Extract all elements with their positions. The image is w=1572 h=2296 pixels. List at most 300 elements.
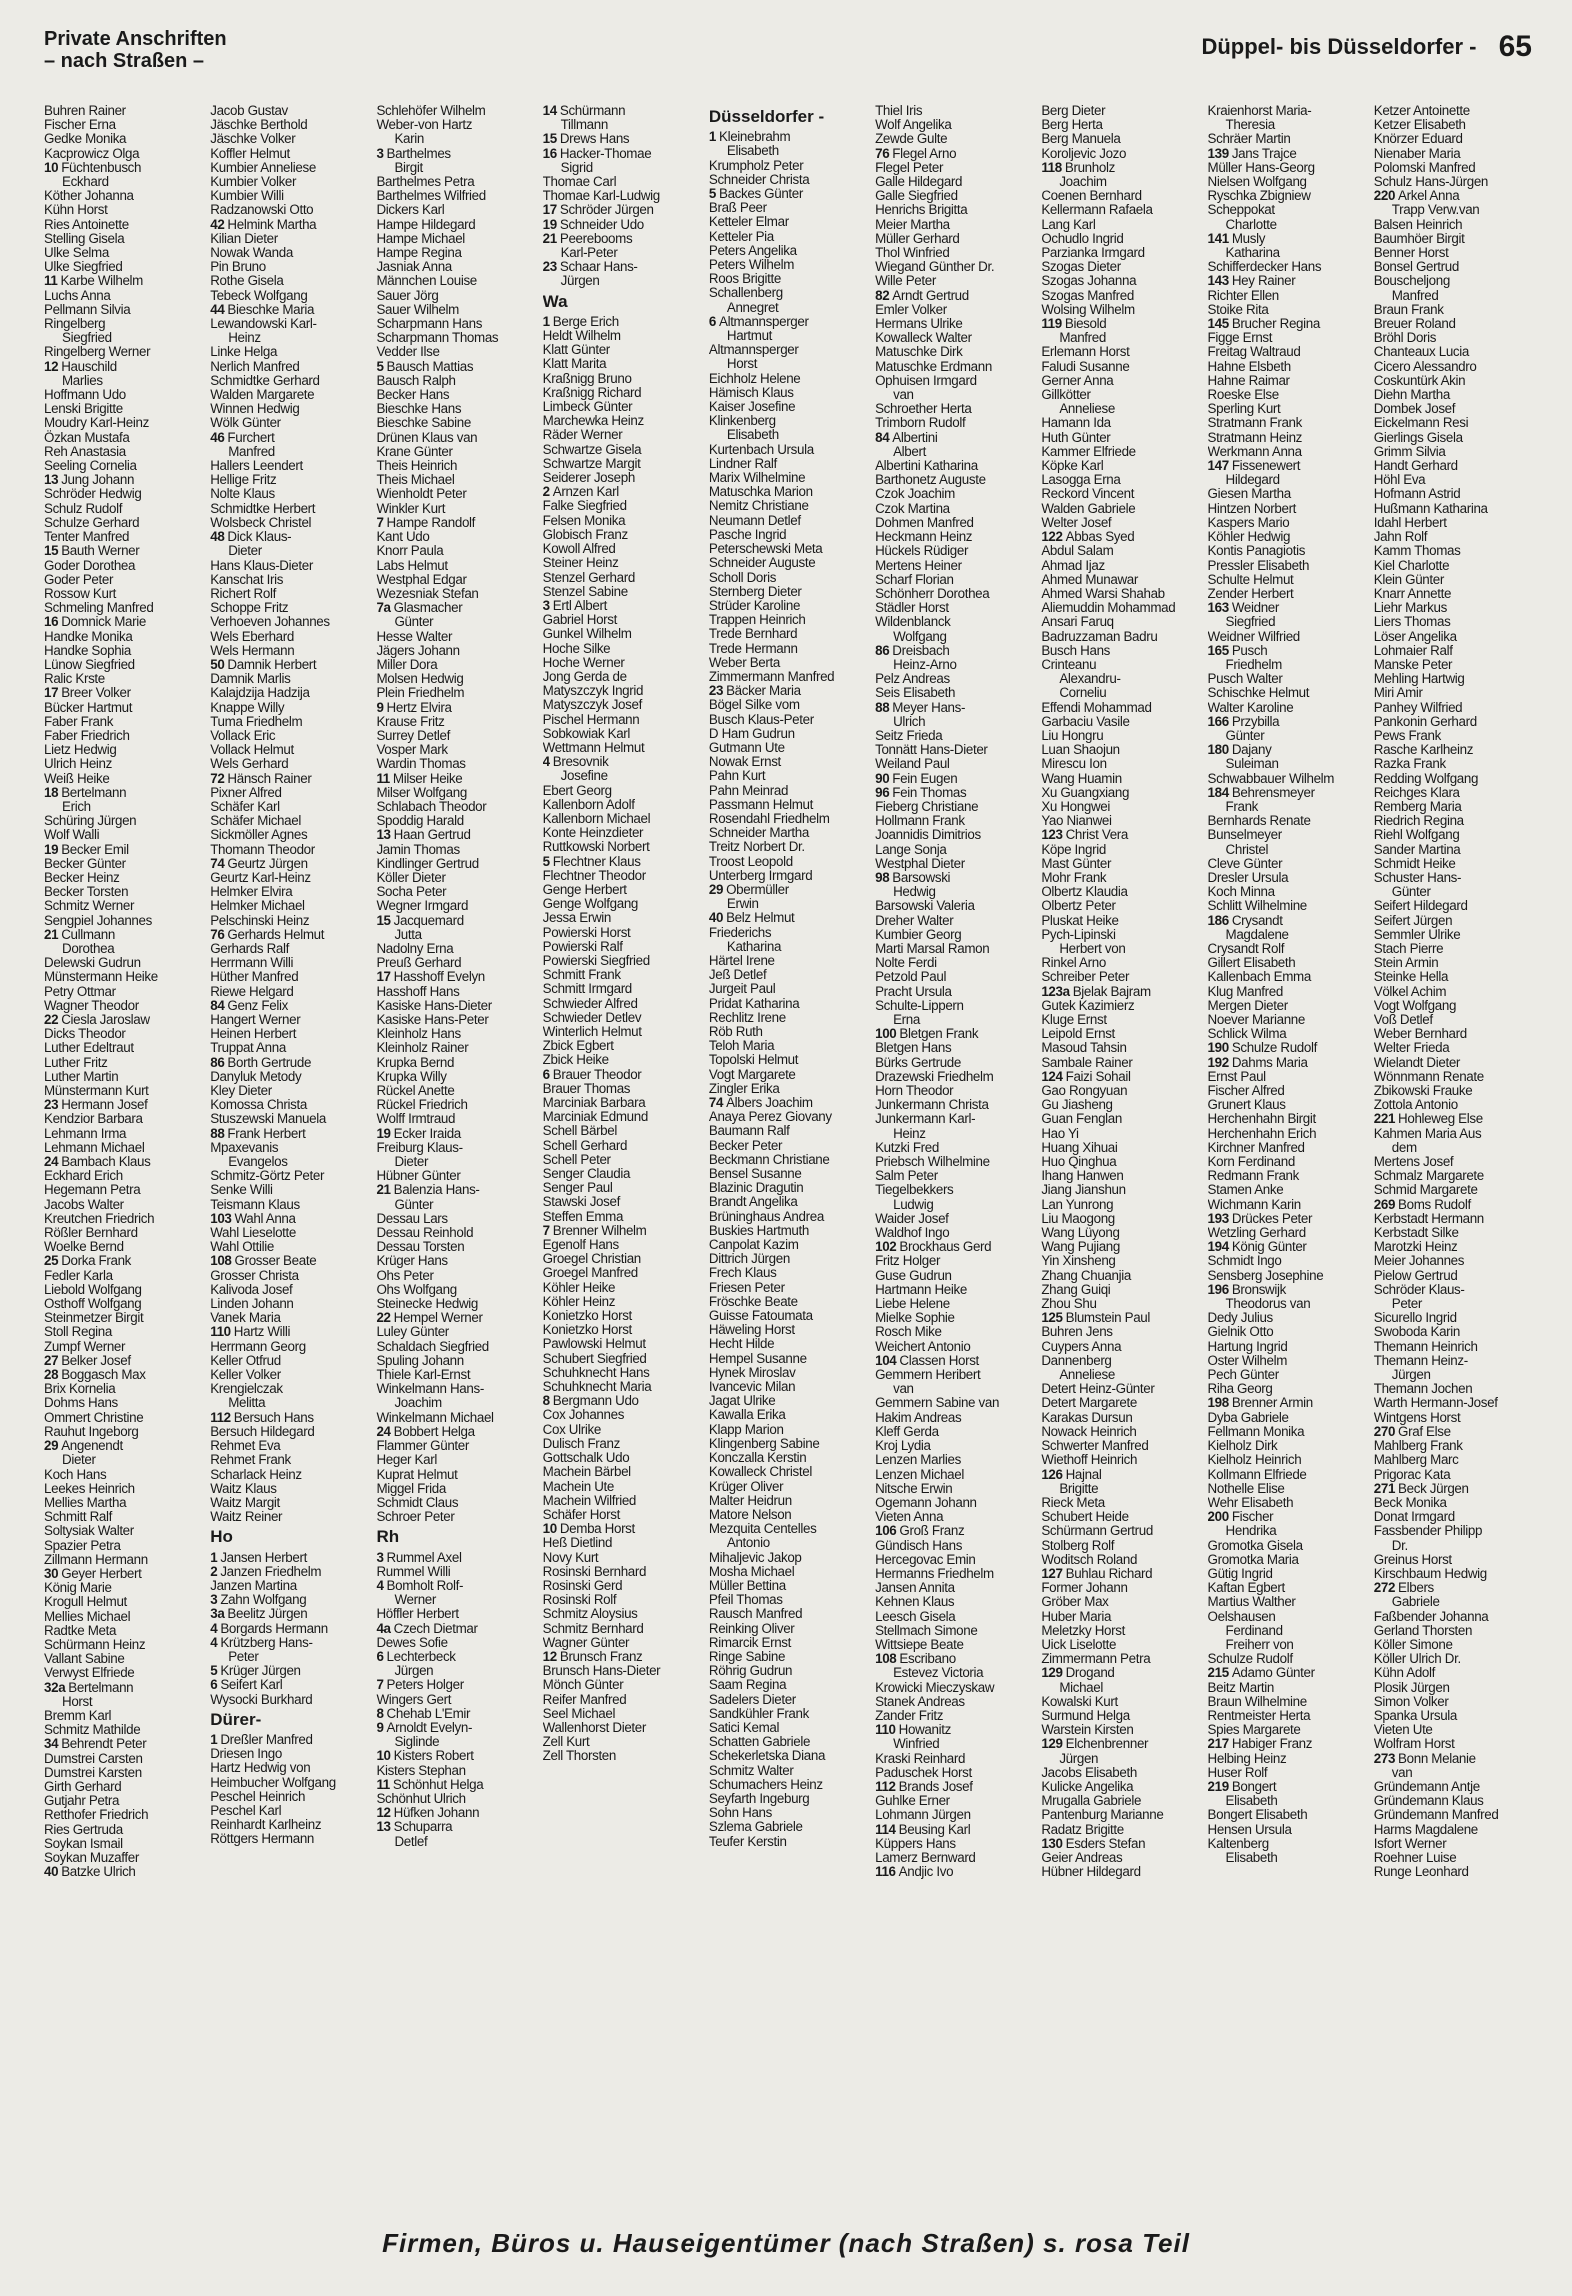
resident-name: Herrmann Willi [210, 955, 294, 971]
resident-name: Obermüller [726, 881, 789, 897]
resident-name: Reh Anastasia [44, 443, 126, 459]
resident-name: Pressler Elisabeth [1207, 557, 1310, 573]
directory-entry [210, 1411, 370, 1425]
resident-name: Peterschewski Meta [708, 541, 823, 557]
directory-entry [210, 487, 370, 501]
directory-entry [1208, 203, 1368, 217]
resident-name: Füchtenbusch [61, 159, 142, 175]
resident-name: Powierski Horst [542, 924, 631, 940]
directory-entry [1208, 1269, 1368, 1283]
directory-entry [376, 1070, 536, 1084]
directory-entry [875, 360, 1035, 374]
resident-name: Schlabach Theodor [376, 798, 487, 814]
directory-entry [875, 1808, 1035, 1822]
house-number: 6 [542, 1066, 550, 1082]
directory-entry [709, 1366, 869, 1380]
resident-name: Reifer Manfred [542, 1691, 627, 1707]
resident-name: Hampe Randolf [386, 514, 476, 530]
directory-entry [1374, 1709, 1534, 1723]
directory-entry [543, 329, 703, 343]
resident-name: Preuß Gerhard [376, 955, 462, 971]
directory-entry [1208, 1098, 1368, 1112]
house-number: 12 [542, 1648, 557, 1664]
directory-entry [1041, 786, 1201, 800]
resident-name: Gründemann Antje [1373, 1778, 1480, 1794]
directory-entry [1041, 1112, 1201, 1126]
resident-name: Isfort Werner [1373, 1835, 1447, 1851]
resident-name: Balsen Heinrich [1373, 216, 1463, 232]
directory-entry [1041, 1468, 1201, 1482]
resident-name: Demba Horst [559, 1521, 635, 1537]
resident-name: Fein Eugen [892, 770, 958, 786]
directory-entry [44, 800, 204, 814]
resident-name: Wintgens Horst [1373, 1409, 1461, 1425]
resident-name: Pasche Ingrid [708, 526, 787, 542]
directory-entry [376, 757, 536, 771]
directory-entry [875, 1695, 1035, 1709]
directory-entry [1208, 899, 1368, 913]
directory-entry [709, 713, 869, 727]
resident-name: Jürgen [560, 273, 600, 289]
directory-entry [709, 428, 869, 442]
directory-entry [210, 1084, 370, 1098]
resident-name: Schwerter Manfred [1041, 1438, 1149, 1454]
resident-name: Frank [1225, 798, 1259, 814]
resident-name: Hermann Josef [61, 1097, 148, 1113]
resident-name: Schönhut Ulrich [376, 1790, 466, 1806]
directory-entry [1041, 1198, 1201, 1212]
directory-entry [376, 1468, 536, 1482]
resident-name: Pracht Ursula [875, 983, 952, 999]
directory-entry [1041, 431, 1201, 445]
house-number: 145 [1207, 316, 1229, 332]
directory-entry [1041, 1624, 1201, 1638]
directory-entry [543, 1181, 703, 1195]
directory-entry [543, 1465, 703, 1479]
resident-name: Huth Günter [1041, 429, 1111, 445]
directory-entry [1208, 1112, 1368, 1126]
resident-name: Löser Angelika [1373, 628, 1457, 644]
directory-entry [44, 1212, 204, 1226]
directory-entry [709, 1323, 869, 1337]
resident-name: Schwieder Alfred [542, 995, 638, 1011]
directory-entry [44, 1155, 204, 1169]
resident-name: Günter [394, 1196, 434, 1212]
resident-name: Gerland Thorsten [1373, 1622, 1473, 1638]
resident-name: Sandkühler Frank [708, 1705, 809, 1721]
house-number: 4 [542, 754, 550, 770]
directory-entry [709, 926, 869, 940]
directory-entry [1374, 658, 1534, 672]
resident-name: Tillmann [560, 117, 608, 133]
directory-entry [210, 1622, 370, 1636]
directory-entry [543, 414, 703, 428]
directory-entry [210, 1382, 370, 1396]
resident-name: Theis Heinrich [376, 458, 458, 474]
directory-entry [376, 1439, 536, 1453]
resident-name: Kraski Reinhard [875, 1750, 966, 1766]
directory-entry [1041, 914, 1201, 928]
directory-entry [1041, 487, 1201, 501]
directory-entry [1208, 1354, 1368, 1368]
directory-entry [709, 244, 869, 258]
resident-name: Scharlack Heinz [210, 1466, 302, 1482]
directory-entry [376, 360, 536, 374]
directory-entry [376, 1283, 536, 1297]
directory-entry [875, 1752, 1035, 1766]
resident-name: Siegfried [1225, 614, 1276, 630]
directory-entry [376, 1678, 536, 1692]
directory-entry [1041, 1155, 1201, 1169]
resident-name: Wallenhorst Dieter [542, 1719, 646, 1735]
resident-name: Wysocki Burkhard [210, 1691, 313, 1707]
resident-name: Dohms Hans [44, 1395, 118, 1411]
resident-name: Elisabeth [1225, 1849, 1278, 1865]
directory-entry [210, 203, 370, 217]
directory-entry [709, 571, 869, 585]
directory-entry [1208, 459, 1368, 473]
directory-entry [1374, 956, 1534, 970]
directory-entry [44, 402, 204, 416]
resident-name: Elchenbrenner [1065, 1736, 1149, 1752]
directory-entry [1374, 104, 1534, 118]
directory-entry [44, 658, 204, 672]
resident-name: Schröder Jürgen [559, 202, 654, 218]
directory-entry [44, 274, 204, 288]
directory-entry [1041, 658, 1201, 672]
house-number: 48 [210, 529, 225, 545]
resident-name: Janzen Friedhelm [220, 1563, 322, 1579]
resident-name: Sohn Hans [708, 1805, 772, 1821]
resident-name: Alexandru- [1059, 671, 1121, 687]
resident-name: Zell Thorsten [542, 1748, 617, 1764]
directory-entry [210, 587, 370, 601]
resident-name: Themann Jochen [1373, 1381, 1473, 1397]
directory-entry [376, 1721, 536, 1735]
directory-entry [376, 1084, 536, 1098]
directory-entry [210, 232, 370, 246]
directory-entry [1374, 1013, 1534, 1027]
resident-name: Schischke Helmut [1207, 685, 1310, 701]
resident-name: Kehnen Klaus [875, 1594, 955, 1610]
directory-entry [1374, 1624, 1534, 1638]
resident-name: Matuschke Dirk [875, 344, 963, 360]
resident-name: Männchen Louise [376, 273, 477, 289]
resident-name: Pluskat Heike [1041, 912, 1119, 928]
directory-entry [543, 1309, 703, 1323]
directory-entry [210, 956, 370, 970]
directory-entry [543, 246, 703, 260]
directory-entry [376, 1593, 536, 1607]
resident-name: Paduschek Horst [875, 1764, 972, 1780]
directory-entry [1374, 885, 1534, 899]
directory-entry [44, 147, 204, 161]
directory-entry [210, 1254, 370, 1268]
resident-name: Schneider Martha [708, 825, 809, 841]
directory-entry [1041, 473, 1201, 487]
resident-name: Rechlitz Irene [708, 1009, 786, 1025]
resident-name: Plein Friedhelm [376, 685, 465, 701]
resident-name: Pahn Meinrad [708, 782, 789, 798]
resident-name: Vieten Anna [875, 1509, 944, 1525]
resident-name: Zbick Egbert [542, 1038, 614, 1054]
resident-name: Rossow Kurt [44, 585, 117, 601]
resident-name: Matuschke Erdmann [875, 358, 992, 374]
resident-name: Rehmet Frank [210, 1452, 291, 1468]
resident-name: Roeske Else [1207, 387, 1279, 403]
directory-entry [1208, 1254, 1368, 1268]
directory-column [1208, 104, 1368, 2194]
directory-entry [1374, 1453, 1534, 1467]
resident-name: Helmker Michael [210, 898, 305, 914]
directory-entry [875, 800, 1035, 814]
directory-entry [543, 443, 703, 457]
directory-entry [543, 1323, 703, 1337]
resident-name: Soykan Muzaffer [44, 1849, 139, 1865]
resident-name: Benner Horst [1373, 245, 1449, 261]
resident-name: Gerhards Ralf [210, 940, 290, 956]
directory-entry [44, 1368, 204, 1382]
resident-name: Harms Magdalene [1373, 1821, 1478, 1837]
directory-entry [709, 1281, 869, 1295]
directory-entry [376, 999, 536, 1013]
directory-entry [875, 303, 1035, 317]
resident-name: Waldhof Ingo [875, 1225, 950, 1241]
directory-entry [210, 686, 370, 700]
directory-entry [543, 684, 703, 698]
directory-entry [543, 386, 703, 400]
resident-name: Peters Angelika [708, 242, 797, 258]
resident-name: Albertini [892, 429, 938, 445]
resident-name: Rentmeister Herta [1207, 1707, 1311, 1723]
directory-entry [875, 1666, 1035, 1680]
resident-name: Matuschka Marion [708, 484, 813, 500]
resident-name: Verwyst Elfriede [44, 1665, 135, 1681]
resident-name: Radatz Brigitte [1041, 1821, 1124, 1837]
directory-entry [210, 814, 370, 828]
directory-entry [1041, 587, 1201, 601]
directory-entry [1041, 857, 1201, 871]
resident-name: Hartmut [726, 328, 773, 344]
resident-name: Bücker Hartmut [44, 699, 133, 715]
resident-name: Ecker Iraida [393, 1125, 461, 1141]
house-number: 124 [1041, 1068, 1063, 1084]
directory-entry [709, 1764, 869, 1778]
directory-entry [1208, 743, 1368, 757]
resident-name: Schell Gerhard [542, 1137, 628, 1153]
resident-name: Truppat Anna [210, 1040, 286, 1056]
resident-name: Wiethoff Heinrich [1041, 1452, 1138, 1468]
directory-entry [44, 559, 204, 573]
resident-name: Wienholdt Peter [376, 486, 467, 502]
resident-name: Gottschalk Udo [542, 1450, 630, 1466]
resident-name: Richert Rolf [210, 585, 276, 601]
directory-entry [709, 585, 869, 599]
resident-name: Seiderer Joseph [542, 470, 635, 486]
directory-entry [376, 644, 536, 658]
house-number: 30 [44, 1565, 59, 1581]
house-number: 129 [1041, 1665, 1063, 1681]
directory-entry [210, 715, 370, 729]
directory-entry [1374, 871, 1534, 885]
directory-entry [1208, 431, 1368, 445]
resident-name: van [893, 1381, 914, 1397]
directory-entry [1374, 1070, 1534, 1084]
directory-entry [543, 1053, 703, 1067]
resident-name: Detert Margarete [1041, 1395, 1137, 1411]
resident-name: Manfred [1391, 287, 1439, 303]
resident-name: Thiel Iris [875, 104, 923, 118]
resident-name: Junkermann Karl- [875, 1111, 976, 1127]
resident-name: Geurtz Karl-Heinz [210, 869, 311, 885]
directory-entry [376, 970, 536, 984]
resident-name: Schulze Rudolf [1231, 1040, 1317, 1056]
directory-entry [376, 189, 536, 203]
resident-name: Kielholz Dirk [1207, 1438, 1278, 1454]
directory-entry [543, 499, 703, 513]
resident-name: Elisabeth [726, 143, 779, 159]
resident-name: Bambach Klaus [61, 1154, 151, 1170]
directory-entry [376, 203, 536, 217]
resident-name: Delewski Gudrun [44, 955, 141, 971]
house-number: 198 [1207, 1395, 1229, 1411]
resident-name: Vieten Ute [1373, 1722, 1433, 1738]
resident-name: Furchert [227, 429, 275, 445]
resident-name: Schell Peter [542, 1151, 611, 1167]
directory-entry [1041, 573, 1201, 587]
resident-name: Brauer Thomas [542, 1080, 631, 1096]
directory-entry [376, 317, 536, 331]
directory-entry [1208, 928, 1368, 942]
directory-entry [210, 871, 370, 885]
resident-name: Hampe Regina [376, 245, 462, 261]
house-number: 4 [210, 1620, 218, 1636]
directory-entry [1041, 1794, 1201, 1808]
directory-entry [1041, 1439, 1201, 1453]
resident-name: Schubert Heide [1041, 1509, 1129, 1525]
resident-name: Weber Bernhard [1373, 1026, 1467, 1042]
directory-entry [44, 1297, 204, 1311]
resident-name: Cicero Alessandro [1373, 358, 1477, 374]
directory-entry [875, 544, 1035, 558]
resident-name: Wille Peter [875, 273, 936, 289]
directory-entry [875, 1851, 1035, 1865]
resident-name: Gielnik Otto [1207, 1324, 1274, 1340]
directory-entry [875, 132, 1035, 146]
resident-name: Cuypers Anna [1041, 1338, 1122, 1354]
directory-entry [210, 1325, 370, 1339]
resident-name: Müller Hans-Georg [1207, 159, 1315, 175]
resident-name: Gerner Anna [1041, 372, 1114, 388]
directory-entry [1208, 999, 1368, 1013]
directory-entry [376, 1510, 536, 1524]
resident-name: Manske Peter [1373, 656, 1453, 672]
resident-name: Lamerz Bernward [875, 1849, 976, 1865]
resident-name: Winkelmann Hans- [376, 1381, 484, 1397]
resident-name: Olbertz Klaudia [1041, 884, 1128, 900]
resident-name: Hüther Manfred [210, 969, 299, 985]
directory-entry [543, 585, 703, 599]
directory-entry [376, 729, 536, 743]
directory-entry [210, 615, 370, 629]
resident-name: Bremm Karl [44, 1707, 112, 1723]
directory-entry [44, 729, 204, 743]
directory-entry [1208, 1723, 1368, 1737]
directory-entry [709, 1053, 869, 1067]
directory-entry [1374, 331, 1534, 345]
house-number: 17 [376, 969, 391, 985]
resident-name: Thomann Theodor [210, 841, 315, 857]
directory-entry [210, 1678, 370, 1692]
resident-name: Machein Wilfried [542, 1492, 637, 1508]
resident-name: Köller Simone [1373, 1636, 1453, 1652]
directory-entry [1041, 1098, 1201, 1112]
resident-name: Gillkötter [1041, 387, 1091, 403]
directory-entry [1374, 1169, 1534, 1183]
house-number: 76 [210, 926, 225, 942]
resident-name: Krane Günter [376, 443, 453, 459]
directory-entry [376, 1411, 536, 1425]
directory-entry [44, 161, 204, 175]
resident-name: Parzianka Irmgard [1041, 245, 1145, 261]
directory-entry [376, 331, 536, 345]
directory-entry [1041, 260, 1201, 274]
directory-entry [875, 147, 1035, 161]
resident-name: Wolfram Horst [1373, 1736, 1455, 1752]
directory-entry [376, 1607, 536, 1621]
directory-entry [210, 374, 370, 388]
resident-name: Albertini Katharina [875, 458, 978, 474]
resident-name: Angenendt [61, 1438, 123, 1454]
resident-name: Gerhards Helmut [227, 926, 325, 942]
house-number: 190 [1207, 1040, 1229, 1056]
resident-name: Wölk Günter [210, 415, 281, 431]
directory-entry [543, 1536, 703, 1550]
house-number: 17 [44, 685, 59, 701]
resident-name: Härtel Irene [708, 952, 775, 968]
resident-name: Matyszczyk Ingrid [542, 683, 644, 699]
resident-name: Saam Regina [708, 1677, 787, 1693]
directory-entry [210, 1636, 370, 1650]
resident-name: Stach Pierre [1373, 940, 1444, 956]
resident-name: Schmidt Claus [376, 1494, 459, 1510]
directory-entry [1208, 615, 1368, 629]
directory-entry [376, 147, 536, 161]
directory-entry [1208, 1013, 1368, 1027]
house-number: 5 [210, 1663, 218, 1679]
resident-name: Radtke Meta [44, 1622, 117, 1638]
directory-entry [1374, 1468, 1534, 1482]
resident-name: Brauer Theodor [552, 1066, 642, 1082]
directory-entry [44, 928, 204, 942]
house-number: 127 [1041, 1565, 1063, 1581]
directory-entry [1041, 1539, 1201, 1553]
directory-entry [1041, 1780, 1201, 1794]
directory-entry [543, 1423, 703, 1437]
directory-entry [875, 1482, 1035, 1496]
directory-entry [875, 1496, 1035, 1510]
resident-name: Rosinski Bernhard [542, 1563, 647, 1579]
resident-name: Howanitz [898, 1722, 951, 1738]
resident-name: Pews Frank [1373, 727, 1441, 743]
resident-name: Friederichs [708, 924, 772, 940]
directory-entry [210, 1226, 370, 1240]
directory-entry [875, 1638, 1035, 1652]
directory-entry [44, 1084, 204, 1098]
directory-entry [875, 615, 1035, 629]
directory-entry [44, 843, 204, 857]
resident-name: Bersuch Hans [233, 1409, 314, 1425]
